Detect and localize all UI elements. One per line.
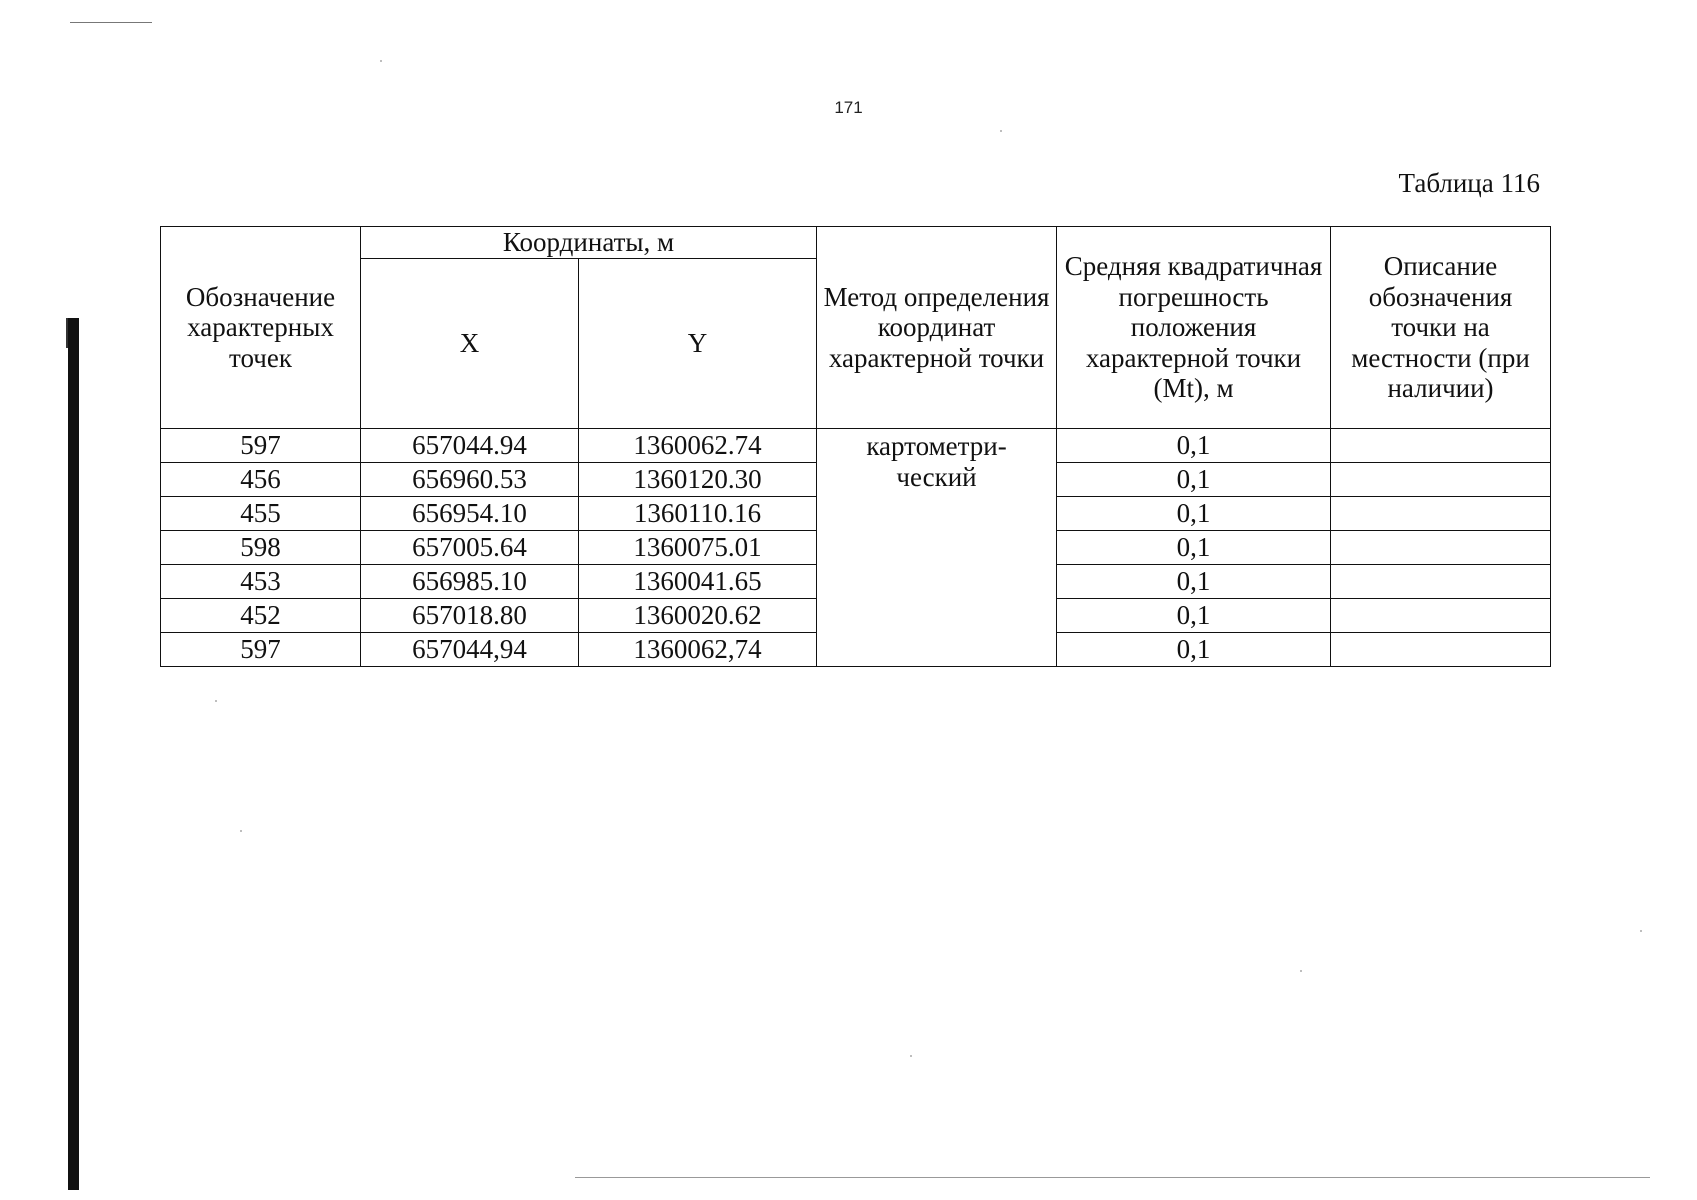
cell-x: 656954.10 (361, 496, 579, 530)
cell-point: 597 (161, 632, 361, 666)
cell-error: 0,1 (1057, 530, 1331, 564)
cell-point: 598 (161, 530, 361, 564)
cell-y: 1360041.65 (579, 564, 817, 598)
scan-stroke-top (70, 22, 152, 23)
cell-x: 657005.64 (361, 530, 579, 564)
scan-binding-mark (66, 318, 68, 348)
cell-error: 0,1 (1057, 632, 1331, 666)
cell-y: 1360120.30 (579, 462, 817, 496)
cell-description (1331, 496, 1551, 530)
cell-point: 453 (161, 564, 361, 598)
header-description: Описание обозначения точки на местности (при наличии) (1331, 227, 1551, 429)
cell-description (1331, 598, 1551, 632)
scan-speck (380, 60, 382, 62)
cell-point: 597 (161, 428, 361, 462)
method-line-2: ческий (896, 461, 977, 492)
table-row (161, 428, 1551, 462)
cell-point: 452 (161, 598, 361, 632)
header-point: Обозначение характерных точек (161, 227, 361, 429)
cell-x: 657044.94 (361, 428, 579, 462)
cell-error: 0,1 (1057, 462, 1331, 496)
cell-x: 657044,94 (361, 632, 579, 666)
cell-error: 0,1 (1057, 598, 1331, 632)
cell-description (1331, 530, 1551, 564)
coordinates-table (160, 226, 1551, 667)
header-x: X (361, 258, 579, 428)
cell-y: 1360110.16 (579, 496, 817, 530)
cell-error: 0,1 (1057, 564, 1331, 598)
header-method: Метод определения координат характерной точки (817, 227, 1057, 429)
cell-error: 0,1 (1057, 496, 1331, 530)
scan-speck (1640, 930, 1642, 932)
cell-y: 1360062,74 (579, 632, 817, 666)
cell-x: 656960.53 (361, 462, 579, 496)
scan-speck (1000, 130, 1002, 132)
cell-description (1331, 428, 1551, 462)
cell-description (1331, 632, 1551, 666)
scan-binding-shadow (68, 318, 79, 1190)
scan-speck (910, 1055, 912, 1057)
cell-point: 455 (161, 496, 361, 530)
header-y: Y (579, 258, 817, 428)
cell-description (1331, 564, 1551, 598)
scan-bottom-line (575, 1177, 1650, 1178)
table-caption: Таблица 116 (1398, 168, 1540, 198)
cell-x: 657018.80 (361, 598, 579, 632)
cell-y: 1360020.62 (579, 598, 817, 632)
cell-method (817, 428, 1057, 666)
scan-speck (1300, 970, 1302, 972)
cell-error: 0,1 (1057, 428, 1331, 462)
cell-y: 1360062.74 (579, 428, 817, 462)
method-line-1: картометри- (866, 430, 1007, 461)
header-coordinates: Координаты, м (361, 227, 817, 259)
cell-y: 1360075.01 (579, 530, 817, 564)
cell-description (1331, 462, 1551, 496)
header-error: Средняя квадратичная погрешность положения характерной точки (Mt), м (1057, 227, 1331, 429)
page-number: 171 (834, 98, 863, 117)
scan-speck (215, 700, 217, 702)
cell-x: 656985.10 (361, 564, 579, 598)
scan-speck (240, 830, 242, 832)
cell-point: 456 (161, 462, 361, 496)
